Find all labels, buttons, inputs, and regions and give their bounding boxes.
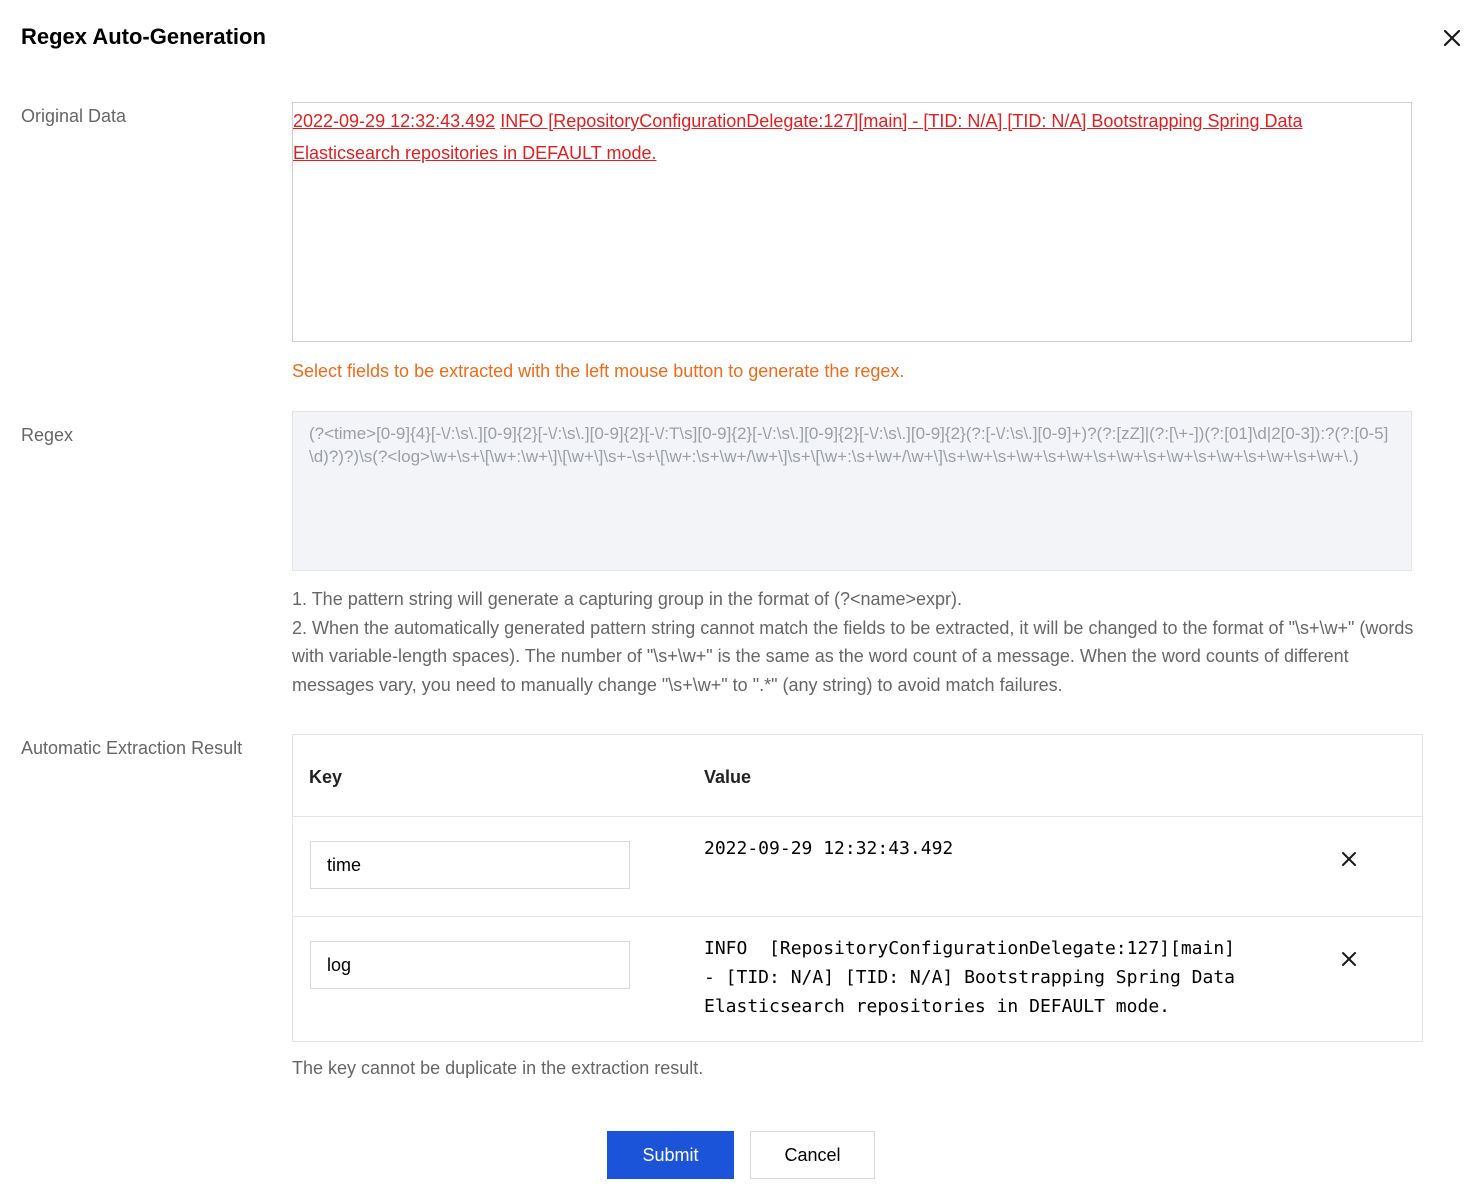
regex-field[interactable]: (?<time>[0-9]{4}[-\/:\s\.][0-9]{2}[-\/:\s\.][0-9]{2}[-\/:T\s][0-9]{2}[-\/:\s\.][0-9]{2}[-\/:\s\.][0-9]{2}(?:[-\/:\s\.][0-9]+)?(?:[zZ]|(?:[\+-])(?:[01]\d|2[0-3]):?(?:[0-5]\d)?)?)\s(?<log>\w+\s+\[\w+:\w+\]\[\w+\]\s+-\s+\[\w+:\s+\w+/\w+\]\s+\[\w+:\s+\w+/\w+\]\s+\w+\s+\w+\s+\w+\s+\w+\s+\w+\s+\w+\s+\w+\s+\w+\.)	[292, 411, 1412, 571]
value-text-time: 2022-09-29 12:32:43.492	[704, 838, 954, 859]
regex-notes	[292, 585, 1432, 699]
delete-row-button[interactable]	[1338, 948, 1360, 970]
header-divider	[293, 816, 1422, 817]
key-input-time[interactable]	[310, 841, 630, 889]
original-data-box[interactable]	[292, 102, 1412, 342]
delete-row-button[interactable]	[1338, 848, 1360, 870]
close-icon	[1338, 948, 1360, 970]
selected-segment-time[interactable]: 2022-09-29 12:32:43.492	[293, 111, 496, 131]
extraction-result-table	[292, 734, 1423, 1042]
regex-label: Regex	[21, 425, 74, 445]
original-data-label: Original Data	[21, 106, 127, 126]
extraction-result-label: Automatic Extraction Result	[21, 738, 243, 758]
regex-note-1: 1. The pattern string will generate a capturing group in the format of (?<name>expr).	[292, 589, 963, 609]
value-text-log: INFO [RepositoryConfigurationDelegate:127][main] - [TID: N/A] [TID: N/A] Bootstrapping Spring Data Elasticsearch repositories in DEFAULT mode.	[704, 938, 1236, 1017]
selection-hint: Select fields to be extracted with the left mouse button to generate the regex.	[292, 361, 905, 381]
close-button[interactable]	[1438, 24, 1466, 52]
close-icon	[1338, 848, 1360, 870]
row-divider	[293, 916, 1422, 917]
dialog-title: Regex Auto-Generation	[21, 24, 266, 49]
submit-button[interactable]: Submit	[607, 1131, 734, 1179]
regex-note-2: 2. When the automatically generated pattern string cannot match the fields to be extracted, it will be changed to the format of "\s+\w+" (words with variable-length spaces). The number of "\s+\w+" is the same as the word count of a message. When the word counts of different messages vary, you need to manually change "\s+\w+" to ".*" (any string) to avoid match failures.	[292, 617, 1414, 695]
close-icon	[1438, 24, 1466, 52]
column-header-value: Value	[704, 767, 752, 787]
key-input-log[interactable]	[310, 941, 630, 989]
selected-segment-log[interactable]: INFO [RepositoryConfigurationDelegate:127][main] - [TID: N/A] [TID: N/A] Bootstrapping Spring Data Elasticsearch repositories in DEFAULT mode.	[293, 111, 1303, 163]
column-header-key: Key	[309, 767, 343, 787]
cancel-button[interactable]: Cancel	[750, 1131, 875, 1179]
duplicate-key-hint: The key cannot be duplicate in the extraction result.	[292, 1058, 704, 1078]
